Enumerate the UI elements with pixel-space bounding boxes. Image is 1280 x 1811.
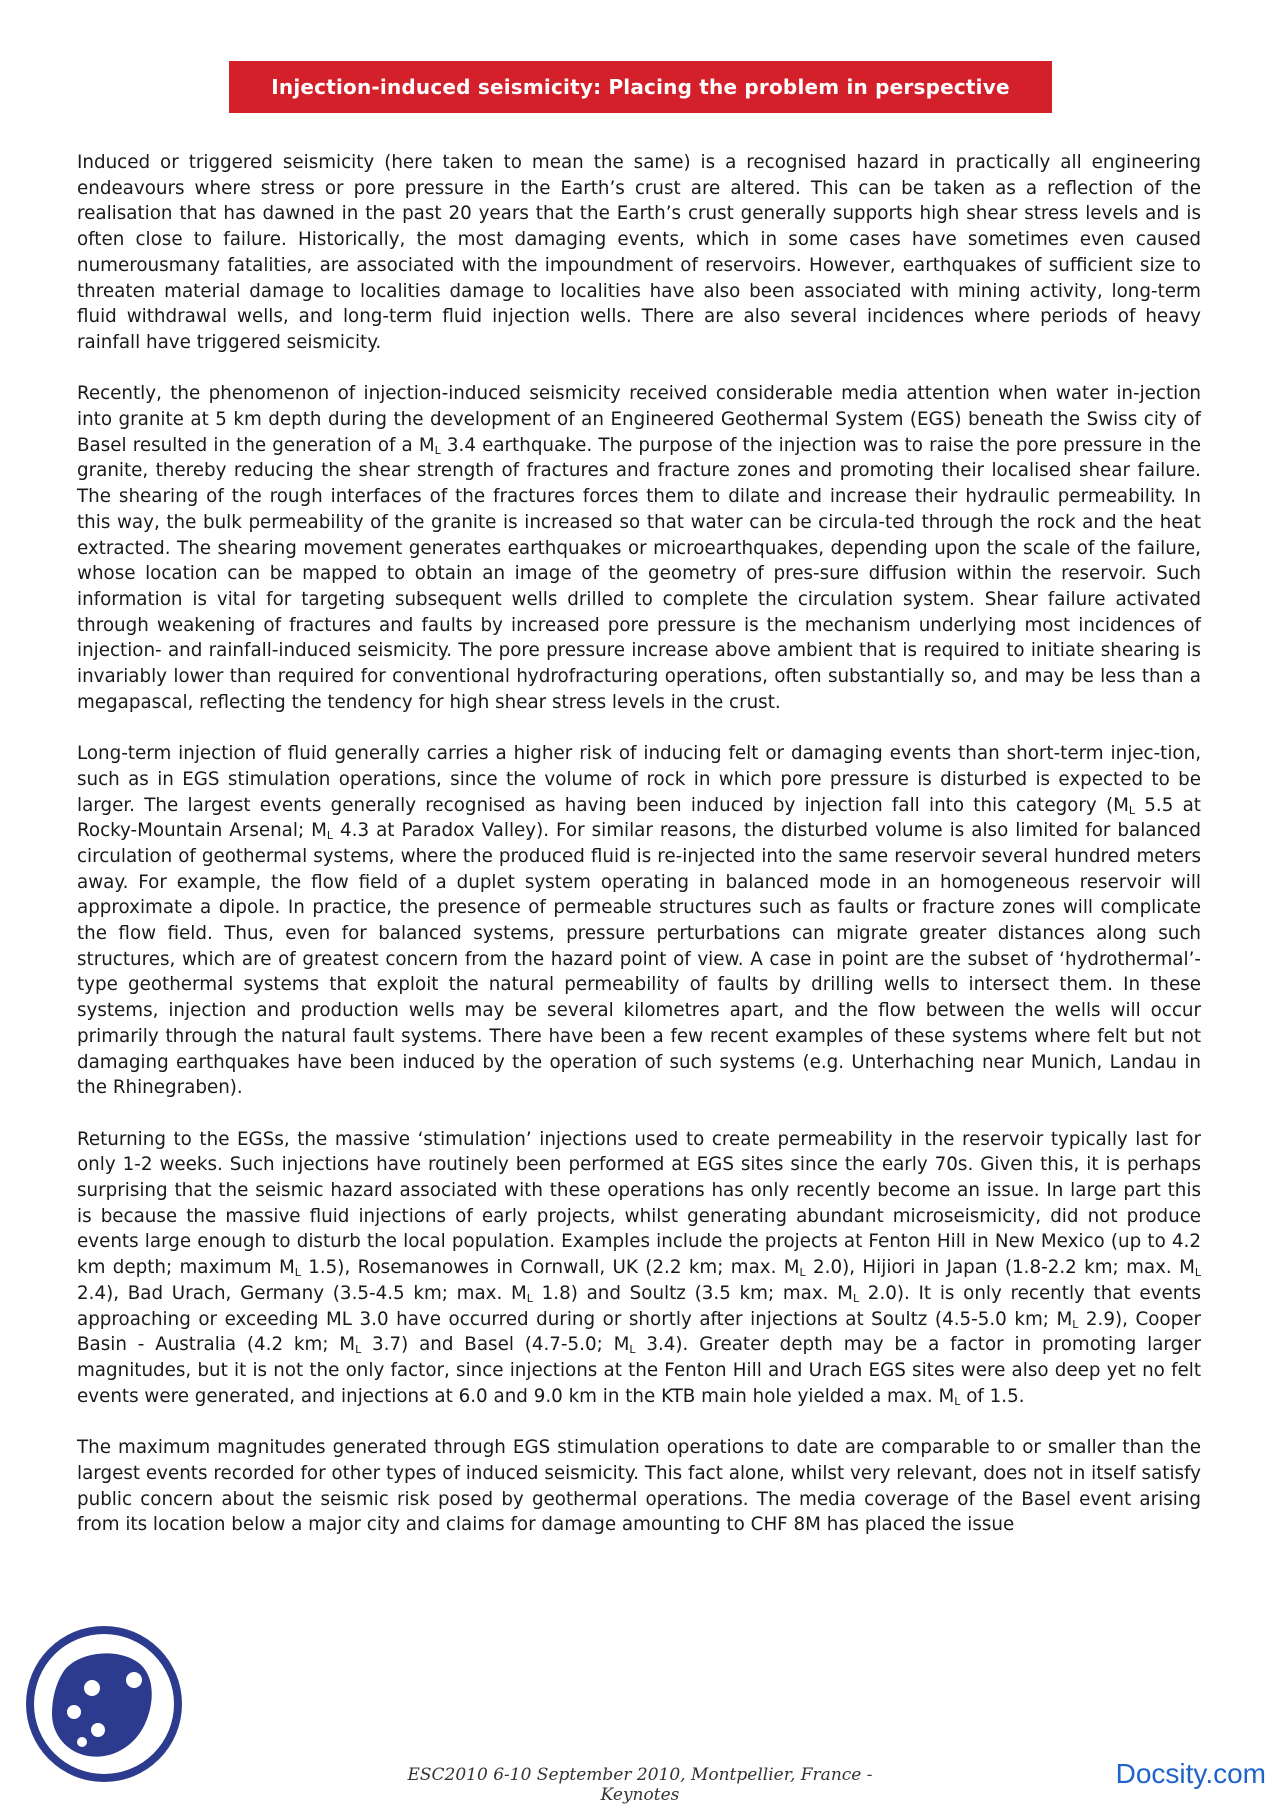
magnitude-subscript: L [954,1394,961,1408]
paragraph-text: 1.5), Rosemanowes in Cornwall, UK (2.2 km; max. M [300,1257,800,1279]
magnitude-subscript: L [852,1291,860,1305]
magnitude-subscript: L [1072,1317,1079,1331]
docsity-watermark[interactable]: Docsity.com [1115,1758,1266,1789]
magnitude-subscript: L [629,1343,636,1357]
paragraph-text: 3.7) and Basel (4.7-5.0; M [361,1334,630,1356]
paragraph [77,1435,1201,1538]
magnitude-subscript: L [1194,1266,1201,1280]
magnitude-subscript: L [294,1266,301,1280]
esc-logo-icon [22,1622,186,1786]
paragraph [77,741,1201,1101]
paragraph-text: 2.4), Bad Urach, Germany (3.5-4.5 km; max. M [77,1282,527,1304]
magnitude-subscript: L [434,443,441,457]
paragraph-text: 3.4 earthquake. The purpose of the injection was to raise the pore pressure in the granite, thereby reducing the shear strength of fractures and fracture zones and promoting their localised shear failure. The shearing of the rough interfaces of the fractures forces them to dilate and increase their hydraulic permeability. In this way, the bulk permeability of the granite is increased so that water can be circula-ted through the rock and the heat extracted. The shearing movement generates earthquakes or microearthquakes, depending upon the scale of the failure, whose location can be mapped to obtain an image of the geometry of pres-sure diffusion within the reservoir. Such information is vital for targeting subsequent wells drilled to complete the circulation system. Shear failure activated through weakening of fractures and faults by increased pore pressure is the mechanism underlying most incidences of injection- and rainfall-induced seismicity. The pore pressure increase above ambient that is required to initiate shearing is invariably lower than required for conventional hydrofracturing operations, often substantially so, and may be less than a megapascal, reflecting the tendency for high shear stress levels in the crust. [77,434,1202,713]
paragraph-text: 4.3 at Paradox Valley). For similar reasons, the disturbed volume is also limited for balanced circulation of geothermal systems, where the produced fluid is re-injected into the same reservoir several hundred meters away. For example, the flow field of a duplet system operating in balanced mode in an homogeneous reservoir will approximate a dipole. In practice, the presence of permeable structures such as faults or fracture zones will complicate the flow field. Thus, even for balanced systems, pressure perturbations can migrate greater distances along such structures, which are of greatest concern from the hazard point of view. A case in point are the subset of ‘hydrothermal’-type geothermal systems that exploit the natural permeability of faults by drilling wells to intersect them. In these systems, injection and production wells may be several kilometres apart, and the flow between the wells will occur primarily through the natural fault systems. There have been a few recent examples of these systems where felt but not damaging earthquakes have been induced by the operation of such systems (e.g. Unterhaching near Munich, Landau in the Rhinegraben). [77,820,1201,1099]
magnitude-subscript: L [799,1266,806,1280]
article-body [77,150,1201,1564]
page-title [229,61,1052,113]
paragraph-text: 3.4). Greater depth may be a factor in promoting larger magnitudes, but it is not the only factor, since injections at the Fenton Hill and Urach EGS sites were also deep yet no felt events were generated, and injections at 6.0 and 9.0 km in the KTB main hole yielded a max. M [77,1334,1201,1407]
paragraph-text: Long-term injection of fluid generally carries a higher risk of inducing felt or damaging events than short-term injec-tion, such as in EGS stimulation operations, since the volume of rock in which pore pressure is disturbed is expected to be larger. The largest events generally recognised as having been induced by injection fall into this category (M [77,743,1201,816]
paragraph-text: 1.8) and Soultz (3.5 km; max. M [532,1282,853,1304]
magnitude-subscript: L [355,1343,362,1357]
paragraph-text: Induced or triggered seismicity (here taken to mean the same) is a recognised hazard in practically all engineering endeavours where stress or pore pressure in the Earth’s crust are altered. This can be taken as a reflection of the realisation that has dawned in the past 20 years that the Earth’s crust generally supports high shear stress levels and is often close to failure. Historically, the most damaging events, which in some cases have sometimes even caused numerousmany fatalities, are associated with the impoundment of reservoirs. However, earthquakes of sufficient size to threaten material damage to localities damage to localities have also been associated with mining activity, long-term fluid withdrawal wells, and long-term fluid injection wells. There are also several incidences where periods of heavy rainfall have triggered seismicity. [77,152,1201,353]
paragraph-text: 2.9), Cooper Basin - Australia (4.2 km; M [77,1308,1201,1356]
page-title-text: Injection-induced seismicity: Placing the problem in perspective [271,75,1010,99]
paragraph-text: Returning to the EGSs, the massive ‘stimulation’ injections used to create permeability in the reservoir typically last for only 1-2 weeks. Such injections have routinely been performed at EGS sites since the early 70s. Given this, it is perhaps surprising that the seismic hazard associated with these operations has only recently become an issue. In large part this is because the massive fluid injections of early projects, whilst generating abundant microseismicity, did not produce events large enough to disturb the local population. Examples include the projects at Fenton Hill in New Mexico (up to 4.2 km depth; maximum M [77,1128,1201,1279]
paragraph [77,1127,1201,1410]
paragraph [77,381,1201,715]
paragraph [77,150,1201,356]
paragraph-text: 2.0). It is only recently that events approaching or exceeding ML 3.0 have occurred during or shortly after injections at Soultz (4.5-5.0 km; M [77,1282,1201,1330]
paragraph-text: The maximum magnitudes generated through EGS stimulation operations to date are comparable to or smaller than the largest events recorded for other types of induced seismicity. This fact alone, whilst very relevant, does not in itself satisfy public concern about the seismic risk posed by geothermal operations. The media coverage of the Basel event arising from its location below a major city and claims for damage amounting to CHF 8M has placed the issue [77,1437,1201,1536]
paragraph-text: 2.0), Hijiori in Japan (1.8-2.2 km; max. M [805,1257,1195,1279]
paragraph-text: Recently, the phenomenon of injection-induced seismicity received considerable media attention when water in-jection into granite at 5 km depth during the development of an Engineered Geothermal System (EGS) beneath the Swiss city of Basel resulted in the generation of a M [77,383,1201,456]
magnitude-subscript: L [1128,803,1135,817]
magnitude-subscript: L [526,1291,533,1305]
paragraph-text: 5.5 at Rocky-Mountain Arsenal; M [77,794,1201,842]
footer-conference: ESC2010 6-10 September 2010, Montpellier, France - Keynotes [407,1765,873,1805]
paragraph-text: of 1.5. [960,1385,1025,1407]
magnitude-subscript: L [326,829,334,843]
